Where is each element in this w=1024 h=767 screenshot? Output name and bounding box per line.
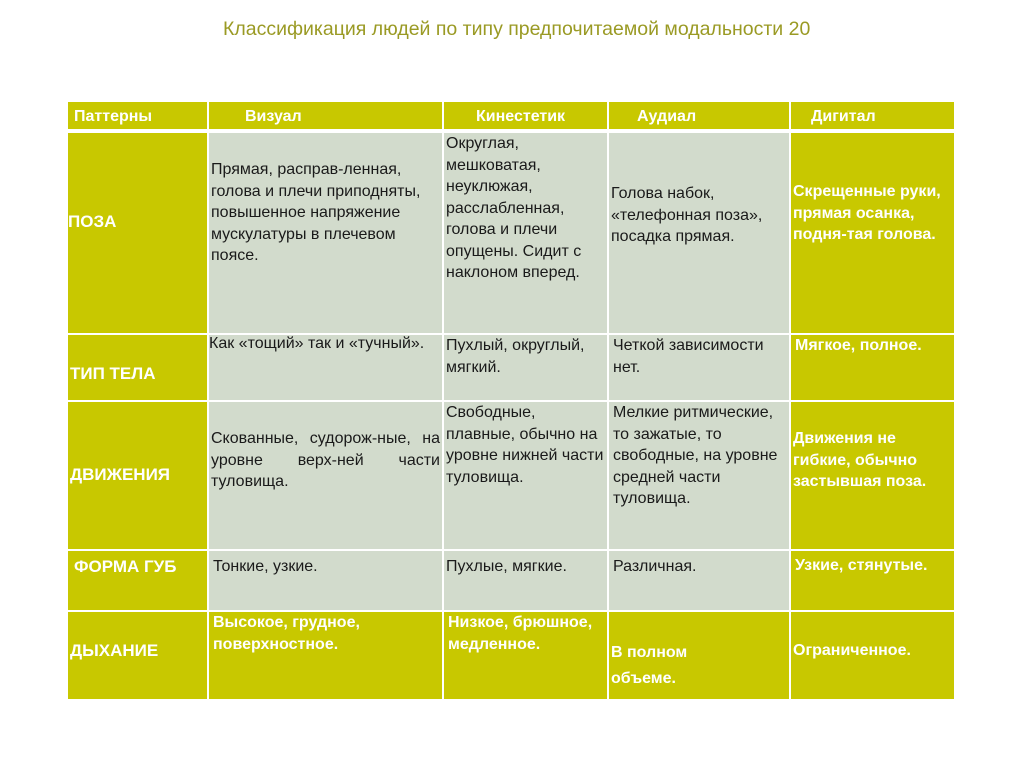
- header-visual: Визуал: [209, 102, 442, 129]
- cell-pose-visual: Прямая, расправ-ленная, голова и плечи приподняты, повышенное напряжение мускулатуры в плечевом поясе.: [209, 133, 442, 333]
- cell-body-visual: Как «тощий» так и «тучный».: [209, 335, 442, 400]
- cell-pose-digital: Скрещенные руки, прямая осанка, подня-тая голова.: [791, 133, 954, 333]
- cell-breath-kinesthetic: Низкое, брюшное, медленное.: [444, 612, 607, 699]
- cell-lips-kinesthetic: Пухлые, мягкие.: [444, 551, 607, 610]
- cell-body-audial: Четкой зависимости нет.: [609, 335, 789, 400]
- cell-move-digital: Движения не гибкие, обычно застывшая поза.: [791, 402, 954, 549]
- cell-lips-digital: Узкие, стянутые.: [791, 551, 954, 610]
- cell-move-visual: Скованные, судорож-ные, на уровне верх-ней части туловища.: [209, 402, 442, 549]
- cell-lips-visual: Тонкие, узкие.: [209, 551, 442, 610]
- cell-lips-audial: Различная.: [609, 551, 789, 610]
- row-label-lips: ФОРМА ГУБ: [68, 551, 207, 610]
- cell-pose-audial: Голова набок, «телефонная поза», посадка прямая.: [609, 133, 789, 333]
- header-kinesthetic: Кинестетик: [444, 102, 607, 129]
- cell-move-kinesthetic: Свободные, плавные, обычно на уровне нижней части туловища.: [444, 402, 607, 549]
- cell-body-kinesthetic: Пухлый, округлый, мягкий.: [444, 335, 607, 400]
- cell-pose-kinesthetic: Округлая, мешковатая, неуклюжая, расслабленная, голова и плечи опущены. Сидит с наклоном вперед.: [444, 133, 607, 333]
- row-label-movements: ДВИЖЕНИЯ: [68, 402, 207, 549]
- modality-table: [68, 102, 954, 699]
- slide-title: Классификация людей по типу предпочитаемой модальности 20: [223, 18, 811, 40]
- row-label-breathing: ДЫХАНИЕ: [68, 612, 207, 699]
- cell-body-digital: Мягкое, полное.: [791, 335, 954, 400]
- cell-breath-digital: Ограниченное.: [791, 612, 954, 699]
- cell-breath-audial: В полном объеме.: [609, 612, 789, 699]
- header-patterns: Паттерны: [68, 102, 207, 129]
- header-audial: Аудиал: [609, 102, 789, 129]
- row-label-body-type: ТИП ТЕЛА: [68, 335, 207, 400]
- row-label-pose: ПОЗА: [68, 133, 207, 333]
- cell-breath-visual: Высокое, грудное, поверхностное.: [209, 612, 442, 699]
- cell-move-audial: Мелкие ритмические, то зажатые, то свободные, на уровне средней части туловища.: [609, 402, 789, 549]
- header-digital: Дигитал: [791, 102, 954, 129]
